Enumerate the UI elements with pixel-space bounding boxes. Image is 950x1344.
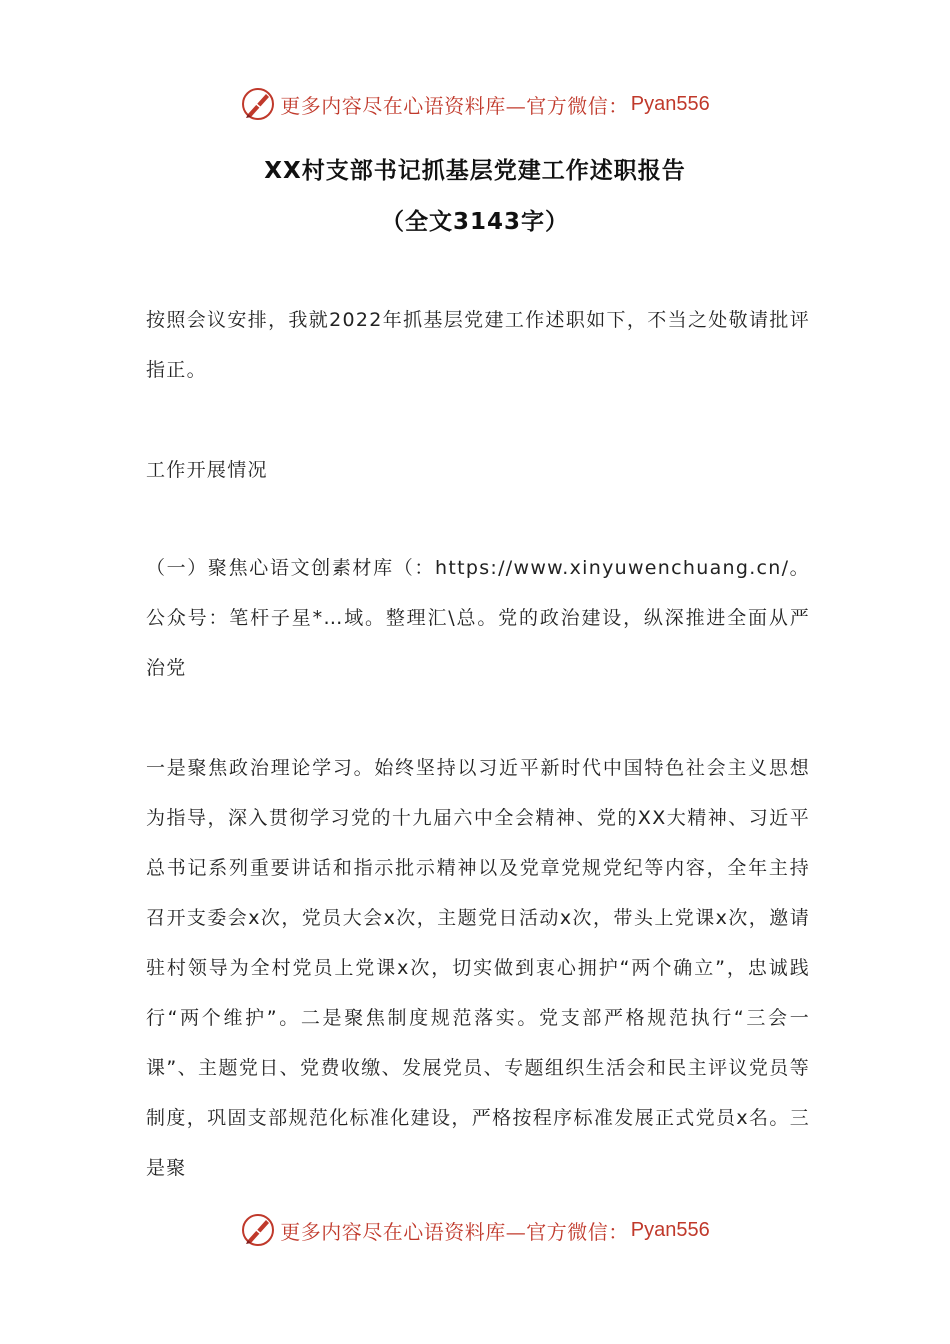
intro-paragraph: 按照会议安排，我就2022年抓基层党建工作述职如下，不当之处敬请批评指正。	[146, 309, 810, 381]
section-heading: 工作开展情况	[146, 459, 268, 481]
document-subtitle: （全文3143字）	[380, 209, 569, 235]
watermark-account: Pyan556	[630, 1218, 710, 1241]
pen-logo-icon	[240, 86, 276, 122]
footer-watermark	[0, 1210, 950, 1250]
document-title: XX村支部书记抓基层党建工作述职报告	[264, 158, 686, 184]
header-watermark	[0, 84, 950, 124]
pen-logo-icon	[240, 1212, 276, 1248]
main-paragraph: 一是聚焦政治理论学习。始终坚持以习近平新时代中国特色社会主义思想为指导，深入贯彻学习党的十九届六中全会精神、党的XX大精神、习近平总书记系列重要讲话和指示批示精神以及党章党规党纪等内容，全年主持召开支委会x次，党员大会x次，主题党日活动x次，带头上党课x次，邀请驻村领导为全村党员上党课x次，切实做到衷心拥护“两个确立”，忠诚践行“两个维护”。二是聚焦制度规范落实。党支部严格规范执行“三会一课”、主题党日、党费收缴、发展党员、专题组织生活会和民主评议党员等制度，巩固支部规范化标准化建设，严格按程序标准发展正式党员x名。三是聚	[146, 757, 810, 1179]
subsection-paragraph: （一）聚焦心语文创素材库（：https://www.xinyuwenchuang.cn/。公众号：笔杆子星*…域。整理汇\总。党的政治建设，纵深推进全面从严治党	[146, 557, 810, 679]
watermark-text: 更多内容尽在心语资料库—官方微信：	[280, 1219, 629, 1244]
watermark-text: 更多内容尽在心语资料库—官方微信：	[280, 93, 629, 118]
watermark-account: Pyan556	[630, 92, 710, 115]
